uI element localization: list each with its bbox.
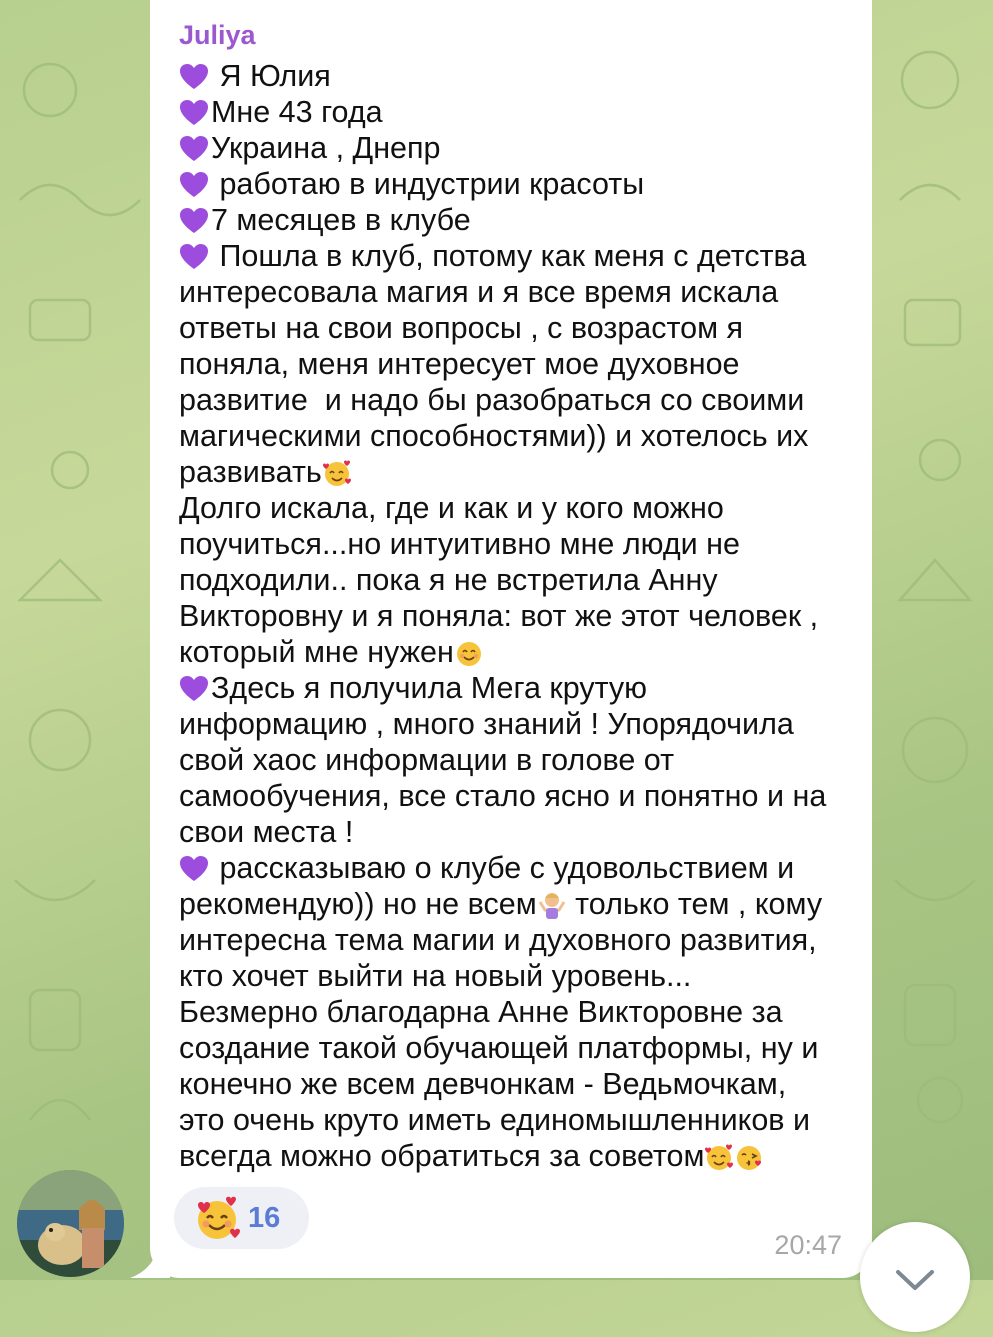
- purple-heart-icon: [179, 135, 209, 163]
- purple-heart-icon: [179, 171, 209, 199]
- message-line-text: Украина , Днепр: [211, 131, 441, 165]
- message-line: [179, 202, 859, 238]
- message-line: [179, 238, 859, 274]
- message-line-text: поняла, меня интересует мое духовное: [179, 347, 740, 381]
- message-line: [179, 274, 859, 310]
- message-line-text: Здесь я получила Мега крутую: [211, 671, 648, 705]
- message-line: [179, 94, 859, 130]
- message-line-text: интересна тема магии и духовного развития,: [179, 923, 817, 957]
- chevron-down-icon: [860, 1222, 970, 1332]
- kissing-face-icon: [734, 1142, 764, 1172]
- message-line: [179, 634, 859, 670]
- message-line-text: работаю в индустрии красоты: [211, 167, 645, 201]
- purple-heart-icon: [179, 243, 209, 271]
- message-line: [179, 670, 859, 706]
- message-line-text: Викторовну и я поняла: вот же этот человек ,: [179, 599, 819, 633]
- message-line: [179, 598, 859, 634]
- message-line: [179, 922, 859, 958]
- message-line: [179, 130, 859, 166]
- message-line-text: 7 месяцев в клубе: [211, 203, 471, 237]
- message-line: [179, 1030, 859, 1066]
- message-line-text: Я Юлия: [211, 59, 331, 93]
- purple-heart-icon: [179, 855, 209, 883]
- message-line: [179, 382, 859, 418]
- message-line-text: развитие и надо бы разобраться со своими: [179, 383, 805, 417]
- shrug-icon: [537, 890, 567, 920]
- message-line: [179, 994, 859, 1030]
- message-text: [179, 58, 859, 1174]
- message-time: 20:47: [774, 1230, 842, 1260]
- message-line: [179, 166, 859, 202]
- message-line: [179, 1066, 859, 1102]
- smiling-face-with-hearts-icon: [704, 1142, 734, 1172]
- message-line-text: свой хаос информации в голове от: [179, 743, 675, 777]
- message-line-text: ответы на свои вопросы , с возрастом я: [179, 311, 744, 345]
- message-line-text: Безмерно благодарна Анне Викторовне за: [179, 995, 783, 1029]
- sender-name[interactable]: Juliya: [179, 20, 256, 50]
- message-line-text: конечно же всем девчонкам - Ведьмочкам,: [179, 1067, 787, 1101]
- message-line: [179, 418, 859, 454]
- message-line-text: кто хочет выйти на новый уровень...: [179, 959, 692, 993]
- message-line-text: Пошла в клуб, потому как меня с детства: [211, 239, 807, 273]
- message-line: [179, 1102, 859, 1138]
- message-line: [179, 490, 859, 526]
- message-line-text: Долго искала, где и как и у кого можно: [179, 491, 724, 525]
- message-line-text: всегда можно обратиться за советом: [179, 1139, 705, 1173]
- message-line: [179, 742, 859, 778]
- message-line-text: рекомендую)) но не всем: [179, 887, 537, 921]
- message-line: [179, 706, 859, 742]
- message-line-text: только тем , кому: [566, 887, 823, 921]
- message-line-text: поучиться...но интуитивно мне люди не: [179, 527, 740, 561]
- message-line-text: магическими способностями)) и хотелось их: [179, 419, 809, 453]
- scroll-down-button[interactable]: [860, 1222, 970, 1332]
- message-line: [179, 562, 859, 598]
- message-line-text: подходили.. пока я не встретила Анну: [179, 563, 718, 597]
- message-line: [179, 886, 859, 922]
- message-line: [179, 310, 859, 346]
- message-line: [179, 526, 859, 562]
- avatar[interactable]: [17, 1170, 124, 1277]
- smiling-face-with-hearts-icon: [322, 458, 352, 488]
- message-line-text: создание такой обучающей платформы, ну и: [179, 1031, 819, 1065]
- message-line-text: информацию , много знаний ! Упорядочила: [179, 707, 794, 741]
- smiling-face-icon: [454, 638, 484, 668]
- reaction-chip[interactable]: [174, 1187, 309, 1249]
- avatar-photo: [17, 1170, 124, 1277]
- message-line: [179, 454, 859, 490]
- message-line-text: интересовала магия и я все время искала: [179, 275, 779, 309]
- message-line: [179, 958, 859, 994]
- message-bubble[interactable]: [150, 0, 872, 1278]
- message-line: [179, 346, 859, 382]
- purple-heart-icon: [179, 675, 209, 703]
- message-line: [179, 1138, 859, 1174]
- message-line-text: самообучения, все стало ясно и понятно и на: [179, 779, 827, 813]
- message-line: [179, 850, 859, 886]
- purple-heart-icon: [179, 99, 209, 127]
- reaction-count: 16: [248, 1201, 281, 1234]
- message-line-text: развивать: [179, 455, 322, 489]
- purple-heart-icon: [179, 63, 209, 91]
- message-line-text: который мне нужен: [179, 635, 454, 669]
- message-line-text: свои места !: [179, 815, 354, 849]
- message-line-text: Мне 43 года: [211, 95, 383, 129]
- message-line-text: это очень круто иметь единомышленников и: [179, 1103, 811, 1137]
- smiling-face-with-hearts-icon: [192, 1193, 242, 1243]
- message-line: [179, 814, 859, 850]
- message-line: [179, 778, 859, 814]
- message-line-text: рассказываю о клубе с удовольствием и: [211, 851, 795, 885]
- message-line: [179, 58, 859, 94]
- purple-heart-icon: [179, 207, 209, 235]
